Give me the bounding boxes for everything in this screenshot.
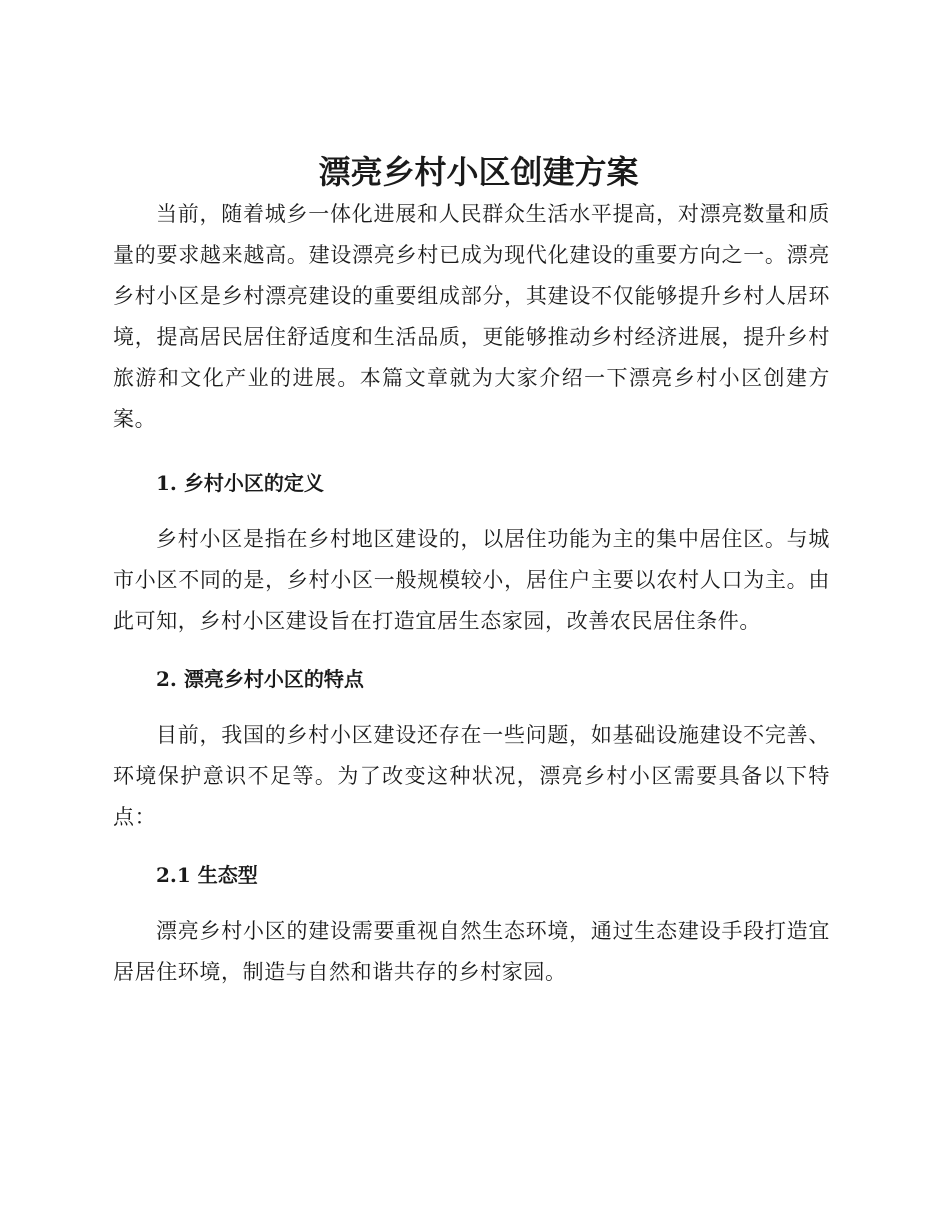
subsection-heading-ecological: 2.1 生态型 <box>156 863 258 887</box>
section-body-definition: 乡村小区是指在乡村地区建设的，以居住功能为主的集中居住区。与城市小区不同的是，乡村小区一般规模较小，居住户主要以农村人口为主。由此可知，乡村小区建设旨在打造宜居生态家园，改善农民居住条件。 <box>113 527 830 633</box>
section-body-features: 目前，我国的乡村小区建设还存在一些问题，如基础设施建设不完善、环境保护意识不足等。为了改变这种状况，漂亮乡村小区需要具备以下特点： <box>113 723 830 829</box>
section-heading-features: 2. 漂亮乡村小区的特点 <box>156 667 364 691</box>
document-title: 漂亮乡村小区创建方案 <box>318 153 639 191</box>
section-heading-definition: 1. 乡村小区的定义 <box>156 471 324 495</box>
document-content <box>113 150 830 993</box>
subsection-body-ecological: 漂亮乡村小区的建设需要重视自然生态环境，通过生态建设手段打造宜居居住环境，制造与自然和谐共存的乡村家园。 <box>113 919 830 984</box>
intro-paragraph: 当前，随着城乡一体化进展和人民群众生活水平提高，对漂亮数量和质量的要求越来越高。建设漂亮乡村已成为现代化建设的重要方向之一。漂亮乡村小区是乡村漂亮建设的重要组成部分，其建设不仅能够提升乡村人居环境，提高居民居住舒适度和生活品质，更能够推动乡村经济进展，提升乡村旅游和文化产业的进展。本篇文章就为大家介绍一下漂亮乡村小区创建方案。 <box>113 202 830 431</box>
